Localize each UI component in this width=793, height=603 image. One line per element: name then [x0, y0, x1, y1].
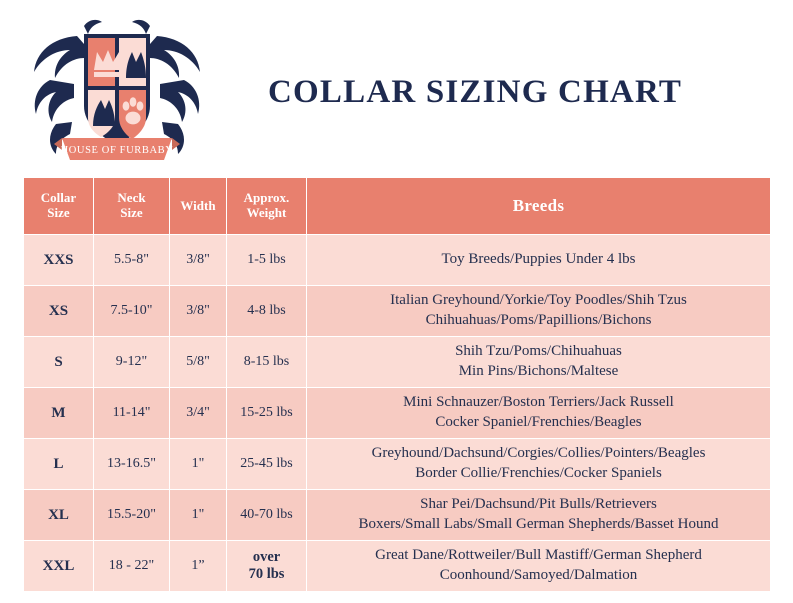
table-header-row: [24, 178, 771, 235]
crown-icon: [94, 50, 122, 77]
cell-weight: over 70 lbs: [227, 541, 307, 592]
cell-neck-size: 13-16.5": [94, 439, 170, 490]
cell-collar-size: S: [24, 337, 94, 388]
sizing-table-container: [23, 177, 770, 592]
cell-width: 1": [170, 490, 227, 541]
cell-breeds: Shih Tzu/Poms/Chihuahuas Min Pins/Bichons/Maltese: [307, 337, 771, 388]
cell-breeds: Greyhound/Dachsund/Corgies/Collies/Pointers/Beagles Border Collie/Frenchies/Cocker Spaniels: [307, 439, 771, 490]
cell-width: 3/4": [170, 388, 227, 439]
cell-weight: 40-70 lbs: [227, 490, 307, 541]
table-row: [24, 490, 771, 541]
column-header-neck-size: Neck Size: [94, 178, 170, 235]
cell-weight: 8-15 lbs: [227, 337, 307, 388]
cell-neck-size: 15.5-20": [94, 490, 170, 541]
table-row: [24, 337, 771, 388]
cell-neck-size: 5.5-8": [94, 235, 170, 286]
cell-breeds: Mini Schnauzer/Boston Terriers/Jack Russell Cocker Spaniel/Frenchies/Beagles: [307, 388, 771, 439]
logo-brand-text: HOUSE OF FURBABY: [60, 145, 174, 156]
table-row: [24, 388, 771, 439]
column-header-approx-weight: Approx. Weight: [227, 178, 307, 235]
page-header: [0, 0, 793, 170]
cell-weight: 25-45 lbs: [227, 439, 307, 490]
cell-width: 1": [170, 439, 227, 490]
cell-weight: 1-5 lbs: [227, 235, 307, 286]
cell-collar-size: XXS: [24, 235, 94, 286]
cell-neck-size: 18 - 22": [94, 541, 170, 592]
column-header-breeds: Breeds: [307, 178, 771, 235]
cell-weight: 4-8 lbs: [227, 286, 307, 337]
cell-neck-size: 11-14": [94, 388, 170, 439]
cell-collar-size: XL: [24, 490, 94, 541]
house-of-furbaby-logo: [22, 14, 212, 164]
cell-collar-size: M: [24, 388, 94, 439]
table-row: [24, 235, 771, 286]
cell-weight: 15-25 lbs: [227, 388, 307, 439]
cell-width: 3/8": [170, 235, 227, 286]
page-title: COLLAR SIZING CHART: [268, 74, 683, 110]
cell-breeds: Italian Greyhound/Yorkie/Toy Poodles/Shih Tzus Chihuahuas/Poms/Papillions/Bichons: [307, 286, 771, 337]
cell-width: 5/8": [170, 337, 227, 388]
cell-width: 1”: [170, 541, 227, 592]
column-header-width: Width: [170, 178, 227, 235]
cell-breeds: Toy Breeds/Puppies Under 4 lbs: [307, 235, 771, 286]
cell-collar-size: XXL: [24, 541, 94, 592]
column-header-collar-size: Collar Size: [24, 178, 94, 235]
cell-neck-size: 7.5-10": [94, 286, 170, 337]
collar-sizing-table: [23, 177, 771, 592]
table-row: [24, 286, 771, 337]
cell-breeds: Great Dane/Rottweiler/Bull Mastiff/German Shepherd Coonhound/Samoyed/Dalmation: [307, 541, 771, 592]
cell-collar-size: L: [24, 439, 94, 490]
cell-breeds: Shar Pei/Dachsund/Pit Bulls/Retrievers Boxers/Small Labs/Small German Shepherds/Basset Hound: [307, 490, 771, 541]
cell-neck-size: 9-12": [94, 337, 170, 388]
cell-collar-size: XS: [24, 286, 94, 337]
cell-width: 3/8": [170, 286, 227, 337]
table-row: [24, 541, 771, 592]
table-row: [24, 439, 771, 490]
